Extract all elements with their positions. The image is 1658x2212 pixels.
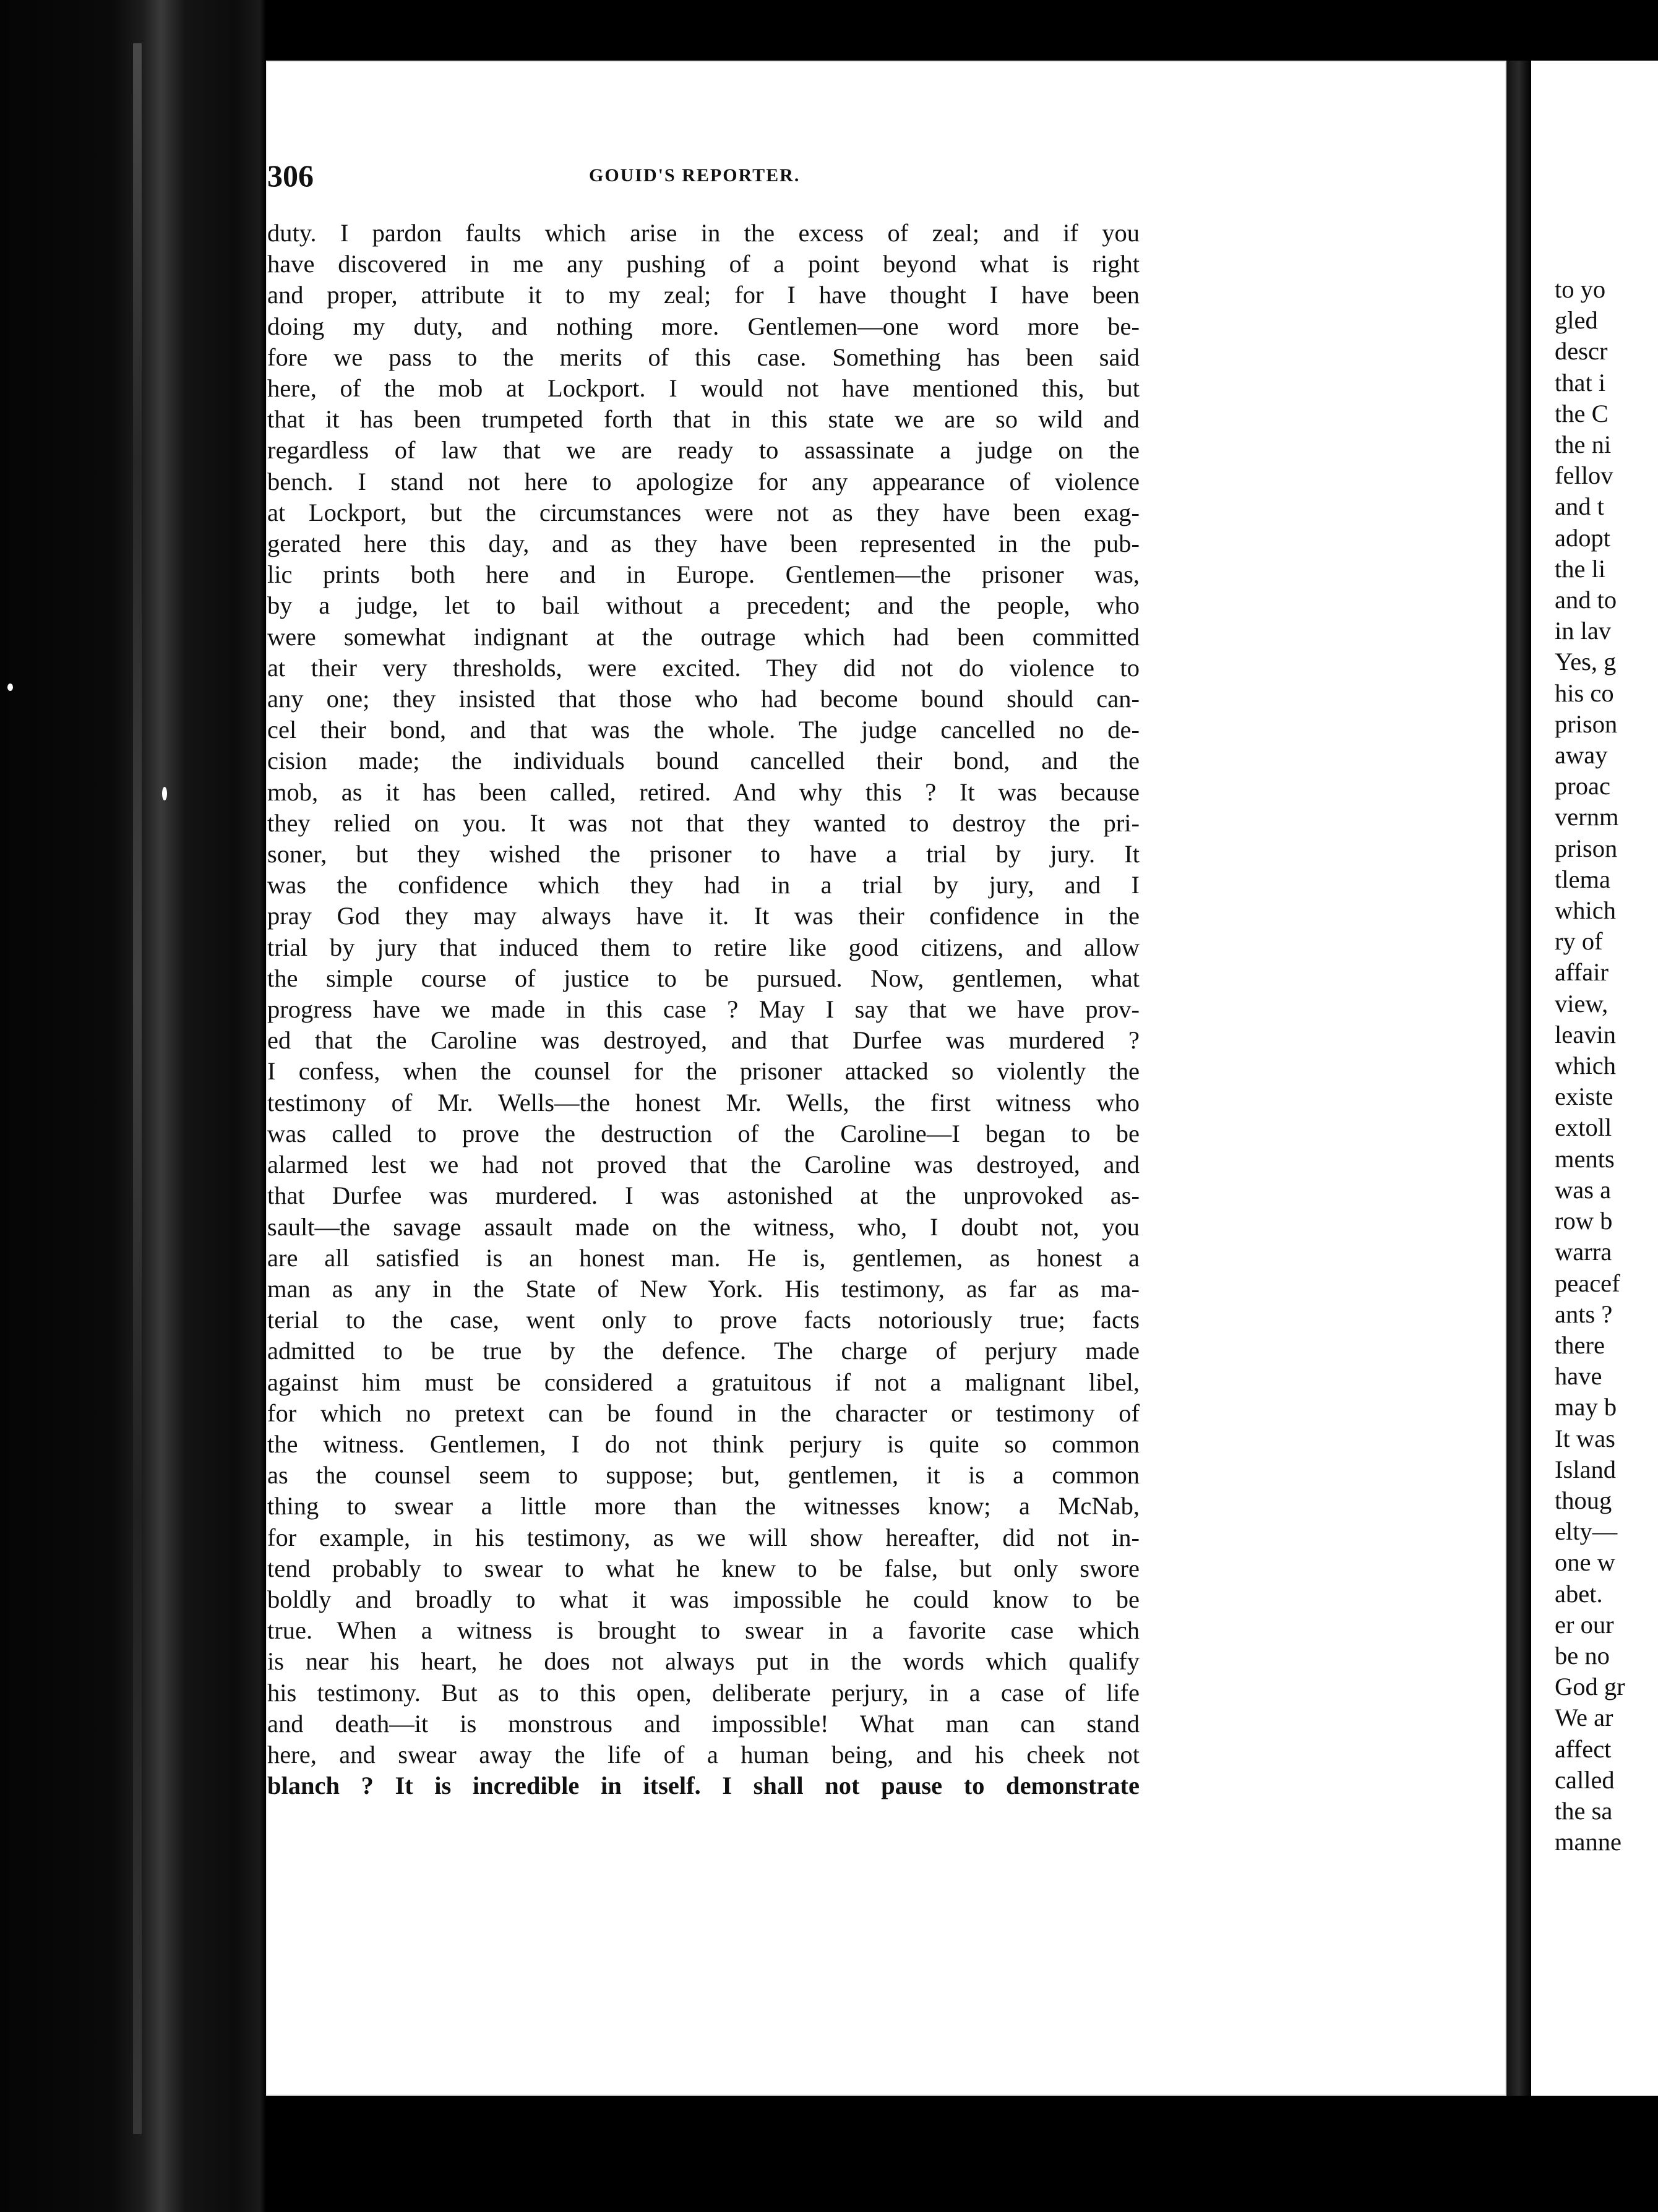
facing-text-line: extoll <box>1555 1113 1612 1142</box>
text-line: have discovered in me any pushing of a point beyond what is right <box>267 250 1140 278</box>
facing-text-line: It was <box>1555 1424 1615 1452</box>
text-line: are all satisfied is an honest man. He is, gentlemen, as honest a <box>267 1243 1140 1272</box>
facing-text-line: elty— <box>1555 1517 1618 1546</box>
text-line: fore we pass to the merits of this case. Something has been said <box>267 343 1140 371</box>
text-line: against him must be considered a gratuitous if not a malignant libel, <box>267 1368 1140 1396</box>
facing-text-line: and to <box>1555 586 1617 614</box>
facing-text-line: gled <box>1555 306 1598 335</box>
text-line: boldly and broadly to what it was impossible he could know to be <box>267 1585 1140 1613</box>
text-line: here, of the mob at Lockport. I would not have mentioned this, but <box>267 374 1140 403</box>
body-text <box>267 218 1140 1801</box>
facing-text-line: the li <box>1555 554 1606 583</box>
text-line: at Lockport, but the circumstances were not as they have been exag- <box>267 498 1140 526</box>
text-line: testimony of Mr. Wells—the honest Mr. Wells, the first witness who <box>267 1088 1140 1117</box>
text-line: blanch ? It is incredible in itself. I shall not pause to demonstrate <box>267 1772 1140 1800</box>
text-line: trial by jury that induced them to retire like good citizens, and allow <box>267 933 1140 961</box>
text-line: the simple course of justice to be pursued. Now, gentlemen, what <box>267 964 1140 992</box>
text-line: here, and swear away the life of a human being, and his cheek not <box>267 1740 1140 1768</box>
text-line: lic prints both here and in Europe. Gentlemen—the prisoner was, <box>267 560 1140 589</box>
facing-text-line: prison <box>1555 709 1618 738</box>
facing-text-line: was a <box>1555 1175 1612 1204</box>
text-line: progress have we made in this case ? May I say that we have prov- <box>267 995 1140 1024</box>
facing-text-line: ry of <box>1555 927 1603 956</box>
text-line: that it has been trumpeted forth that in this state we are so wild and <box>267 405 1140 434</box>
facing-text-line: one w <box>1555 1548 1615 1577</box>
text-line: for example, in his testimony, as we will show hereafter, did not in- <box>267 1523 1140 1551</box>
facing-page-text <box>1555 274 1625 1858</box>
facing-text-line: fellov <box>1555 461 1613 490</box>
text-line: tend probably to swear to what he knew to be false, but only swore <box>267 1554 1140 1582</box>
facing-text-line: that i <box>1555 368 1606 397</box>
text-line: I confess, when the counsel for the prisoner attacked so violently the <box>267 1057 1140 1086</box>
facing-text-line: descr <box>1555 337 1608 366</box>
facing-text-line: called <box>1555 1765 1615 1794</box>
text-line: for which no pretext can be found in the character or testimony of <box>267 1399 1140 1427</box>
page-gutter <box>1506 61 1531 2096</box>
text-line: sault—the savage assault made on the witness, who, I doubt not, you <box>267 1212 1140 1241</box>
text-line: alarmed lest we had not proved that the Caroline was destroyed, and <box>267 1151 1140 1179</box>
facing-text-line: may b <box>1555 1393 1617 1421</box>
facing-text-line: in lav <box>1555 617 1612 645</box>
text-line: bench. I stand not here to apologize for any appearance of violence <box>267 467 1140 495</box>
facing-text-line: prison <box>1555 834 1618 862</box>
facing-text-line: to yo <box>1555 275 1606 303</box>
facing-text-line: which <box>1555 896 1616 925</box>
text-line: mob, as it has been called, retired. And why this ? It was because <box>267 778 1140 806</box>
text-line: pray God they may always have it. It was their confidence in the <box>267 902 1140 930</box>
facing-text-line: thoug <box>1555 1486 1612 1514</box>
facing-text-line: his co <box>1555 679 1614 707</box>
text-line: cision made; the individuals bound cancelled their bond, and the <box>267 747 1140 775</box>
text-line: any one; they insisted that those who had become bound should can- <box>267 685 1140 713</box>
facing-text-line: which <box>1555 1052 1616 1080</box>
facing-text-line: Island <box>1555 1455 1616 1483</box>
facing-text-line: and t <box>1555 492 1604 521</box>
facing-text-line: tlema <box>1555 865 1610 893</box>
text-line: cel their bond, and that was the whole. The judge cancelled no de- <box>267 716 1140 744</box>
facing-text-line: peacef <box>1555 1269 1620 1297</box>
text-line: and proper, attribute it to my zeal; for I have thought I have been <box>267 281 1140 309</box>
book-binding <box>0 0 266 2212</box>
text-line: by a judge, let to bail without a precedent; and the people, who <box>267 591 1140 620</box>
facing-text-line: manne <box>1555 1828 1621 1856</box>
text-line: doing my duty, and nothing more. Gentlemen—one word more be- <box>267 312 1140 340</box>
text-line: regardless of law that we are ready to assassinate a judge on the <box>267 436 1140 465</box>
facing-text-line: We ar <box>1555 1704 1613 1732</box>
text-line: gerated here this day, and as they have been represented in the pub- <box>267 529 1140 558</box>
facing-text-line: ments <box>1555 1144 1615 1173</box>
facing-text-line: ants ? <box>1555 1300 1613 1328</box>
speck <box>7 684 13 691</box>
text-line: was the confidence which they had in a trial by jury, and I <box>267 871 1140 899</box>
facing-text-line: affect <box>1555 1734 1612 1763</box>
text-line: ed that the Caroline was destroyed, and that Durfee was murdered ? <box>267 1026 1140 1055</box>
facing-text-line: vernm <box>1555 803 1619 831</box>
text-line: and death—it is monstrous and impossible! What man can stand <box>267 1709 1140 1738</box>
facing-text-line: the C <box>1555 399 1609 427</box>
text-line: admitted to be true by the defence. The charge of perjury made <box>267 1337 1140 1365</box>
text-line: man as any in the State of New York. His testimony, as far as ma- <box>267 1274 1140 1303</box>
text-line: was called to prove the destruction of the Caroline—I began to be <box>267 1119 1140 1147</box>
page-number: 306 <box>267 158 314 193</box>
facing-text-line: away <box>1555 741 1608 769</box>
page-header <box>267 158 1140 201</box>
text-line: the witness. Gentlemen, I do not think perjury is quite so common <box>267 1430 1140 1458</box>
text-line: they relied on you. It was not that they wanted to destroy the pri- <box>267 808 1140 837</box>
binding-edge <box>133 43 142 2134</box>
speck <box>162 787 167 800</box>
facing-page <box>1531 61 1658 2096</box>
facing-text-line: adopt <box>1555 523 1610 552</box>
facing-text-line: abet. <box>1555 1579 1603 1608</box>
text-line: true. When a witness is brought to swear in a favorite case which <box>267 1616 1140 1645</box>
facing-text-line: affair <box>1555 958 1609 987</box>
facing-text-line: row b <box>1555 1207 1613 1235</box>
facing-text-line: Yes, g <box>1555 648 1617 676</box>
text-line: were somewhat indignant at the outrage which had been committed <box>267 622 1140 651</box>
facing-text-line: leavin <box>1555 1020 1616 1048</box>
facing-text-line: er our <box>1555 1610 1614 1639</box>
text-line: as the counsel seem to suppose; but, gentlemen, it is a common <box>267 1461 1140 1490</box>
text-line: soner, but they wished the prisoner to have a trial by jury. It <box>267 840 1140 868</box>
text-line: is near his heart, he does not always put in the words which qualify <box>267 1647 1140 1676</box>
facing-text-line: have <box>1555 1362 1602 1391</box>
running-head: GOUID'S REPORTER. <box>589 165 801 186</box>
facing-text-line: proac <box>1555 772 1610 800</box>
facing-text-line: be no <box>1555 1641 1610 1670</box>
facing-text-line: view, <box>1555 989 1609 1018</box>
facing-text-line: warra <box>1555 1238 1612 1266</box>
text-line: terial to the case, went only to prove facts notoriously true; facts <box>267 1306 1140 1334</box>
facing-text-line: the sa <box>1555 1796 1613 1825</box>
text-line: at their very thresholds, were excited. They did not do violence to <box>267 653 1140 682</box>
text-line: thing to swear a little more than the witnesses know; a McNab, <box>267 1492 1140 1520</box>
facing-text-line: existe <box>1555 1082 1613 1111</box>
text-line: his testimony. But as to this open, deliberate perjury, in a case of life <box>267 1678 1140 1707</box>
facing-text-line: the ni <box>1555 431 1612 459</box>
facing-text-line: there <box>1555 1331 1605 1359</box>
facing-text-line: God gr <box>1555 1673 1625 1701</box>
text-line: that Durfee was murdered. I was astonished at the unprovoked as- <box>267 1181 1140 1210</box>
text-line: duty. I pardon faults which arise in the excess of zeal; and if you <box>267 219 1140 247</box>
